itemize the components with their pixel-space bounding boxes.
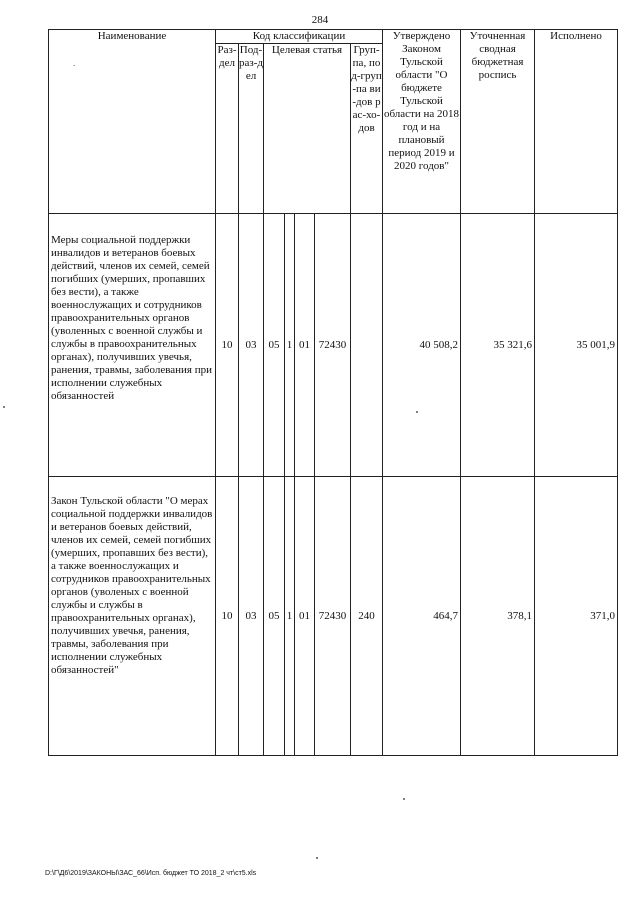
row-target-subprogram: 1 [285, 477, 295, 756]
page-number: 284 [311, 14, 329, 26]
row-target-direction: 72430 [315, 477, 351, 756]
header-classification: Код классификации [216, 30, 383, 44]
row-target-direction: 72430 [315, 214, 351, 477]
row-section: 10 [216, 477, 239, 756]
row-subsection: 03 [239, 214, 264, 477]
row-approved: 464,7 [383, 477, 461, 756]
table-row [49, 214, 618, 477]
row-section: 10 [216, 214, 239, 477]
header-executed: Исполнено [535, 30, 618, 214]
row-subsection: 03 [239, 477, 264, 756]
row-refined: 35 321,6 [461, 214, 535, 477]
scan-speck [416, 411, 418, 413]
header-name [49, 30, 216, 214]
row-target-program: 05 [264, 477, 285, 756]
row-target-subprogram: 1 [285, 214, 295, 477]
row-approved: 40 508,2 [383, 214, 461, 477]
row-target-program: 05 [264, 214, 285, 477]
row-name: Меры социальной поддержки инвалидов и ветеранов боевых действий, членов их семей, семей погибших (умерших, пропавших без вести), а также военнослужащих и сотрудников правоохранительных органов (уволенных с военной службы и службы в правоохранительных органах), получивших увечья, ранения, травмы, заболевания при исполнении служебных обязанностей [49, 214, 216, 477]
row-executed: 35 001,9 [535, 214, 618, 477]
header-name-label: Наименование [97, 30, 167, 42]
budget-table [48, 29, 618, 756]
header-approved: Утверждено Законом Тульской области "О бюджете Тульской области на 2018 год и на плановый период 2019 и 2020 годов" [383, 30, 461, 214]
row-expense-group [351, 214, 383, 477]
scan-speck [3, 406, 5, 408]
row-expense-group: 240 [351, 477, 383, 756]
row-target-event: 01 [295, 477, 315, 756]
row-name: Закон Тульской области "О мерах социальной поддержки инвалидов и ветеранов боевых действий, членов их семей, семей погибших (умерших, пропавших без вести), а также военнослужащих и сотрудников правоохранительных органов (уволеных с военной службы и службы в правоохранительных органах), получивших увечья, ранения, травмы, заболевания при исполнении служебных обязанностей" [49, 477, 216, 756]
file-path-footer: D:\Г\Д6\2019\ЗАКОНЫ\ЗАС_66\Исп. бюджет ТО 2018_2 чт\ст5.xls [45, 870, 257, 877]
header-expense-group: Груп-па, под-груп-па ви-дов рас-хо-дов [351, 44, 383, 214]
scan-speck [316, 857, 318, 859]
header-subsection: Под-раз-дел [239, 44, 264, 214]
header-target-article: Целевая статья [264, 44, 351, 214]
scan-speck [403, 798, 405, 800]
row-refined: 378,1 [461, 477, 535, 756]
row-executed: 371,0 [535, 477, 618, 756]
header-name-mark: . [73, 58, 76, 68]
header-refined: Уточненная сводная бюджетная роспись [461, 30, 535, 214]
row-target-event: 01 [295, 214, 315, 477]
header-row-1 [49, 30, 618, 44]
table-row [49, 477, 618, 756]
header-section: Раз-дел [216, 44, 239, 214]
